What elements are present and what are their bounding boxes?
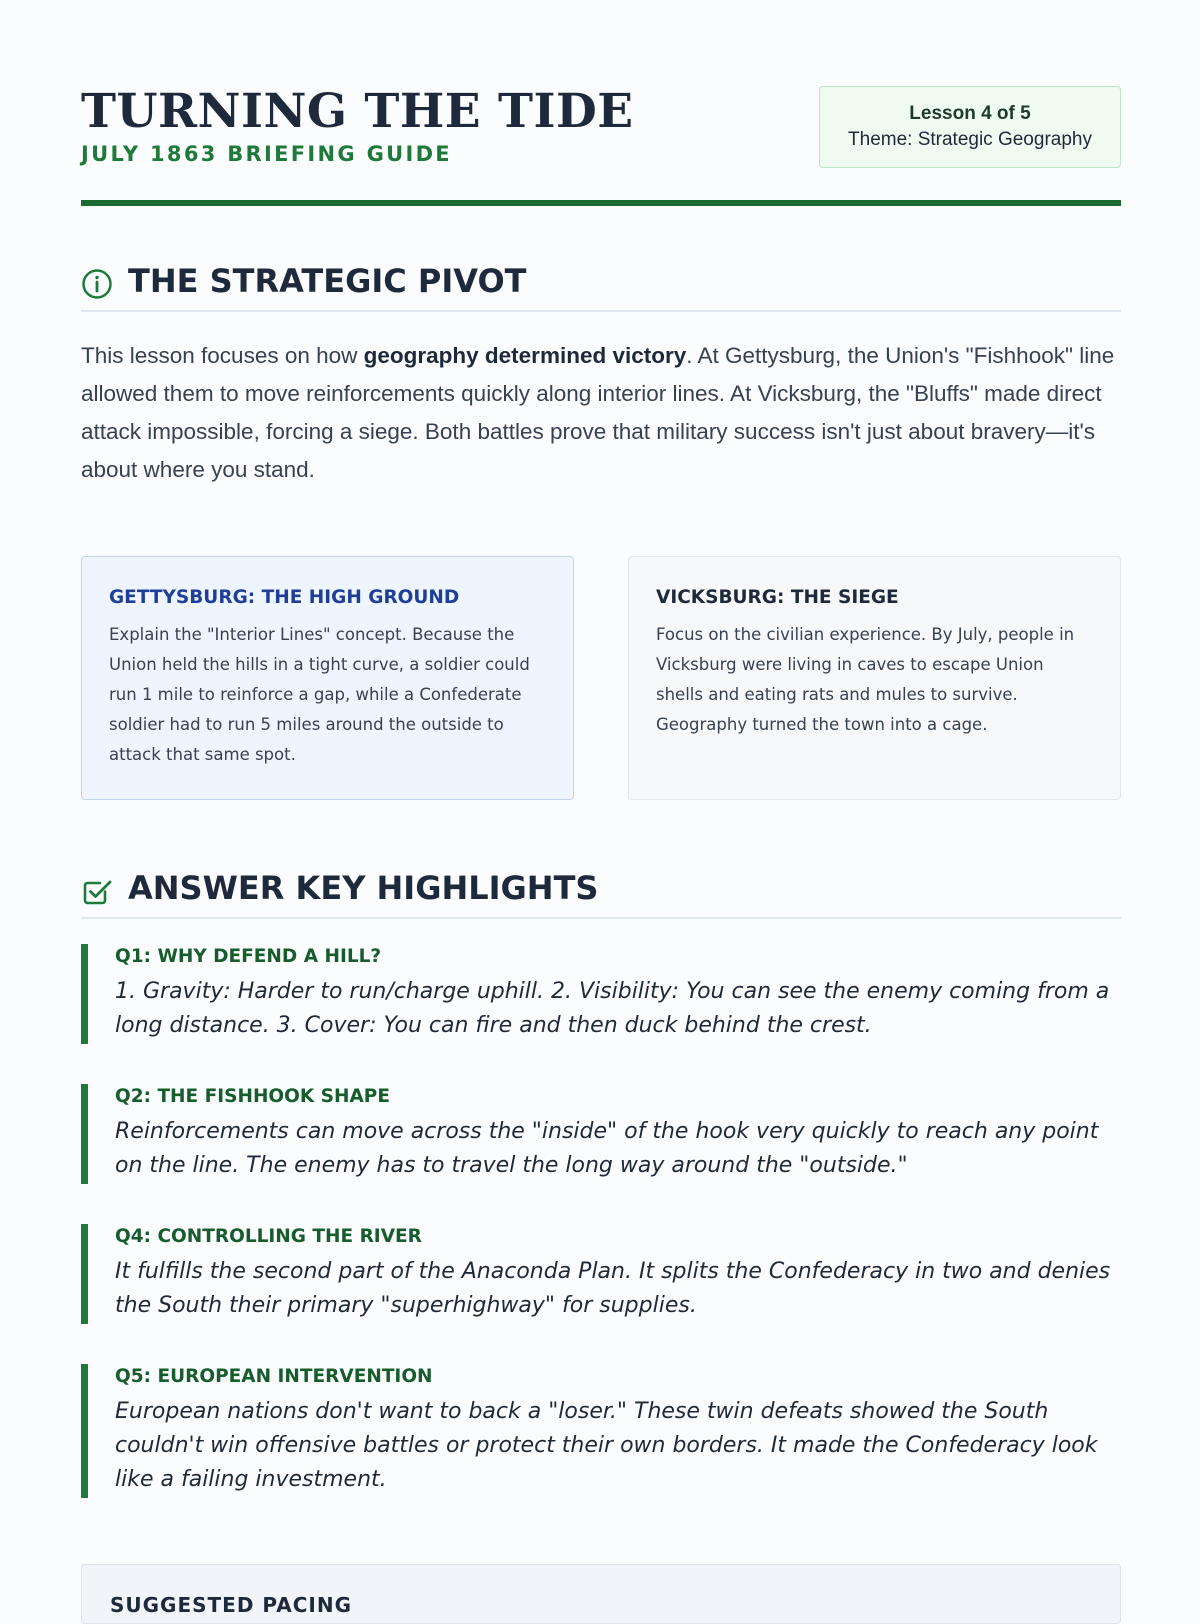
answer-text: 1. Gravity: Harder to run/charge uphill. 2. Visibility: You can see the enemy coming from a long distance. 3. Cover: You can fire and then duck behind the crest. [115, 979, 1110, 1038]
intro-text-start: This lesson focuses on how [81, 343, 364, 368]
page-header [81, 84, 1121, 208]
section-strategic-pivot [81, 262, 1121, 312]
intro-emphasis: geography determined victory [363, 343, 687, 368]
section-heading: ANSWER KEY HIGHLIGHTS [128, 869, 599, 907]
pacing-panel [81, 1564, 1121, 1624]
answer-question: Q2: THE FISHHOOK SHAPE [115, 1086, 390, 1107]
checkbox-icon [81, 875, 113, 907]
vicksburg-card [628, 556, 1121, 800]
header-divider [81, 200, 1121, 206]
intro-paragraph [81, 337, 1121, 489]
info-icon [81, 268, 113, 300]
answer-text: Reinforcements can move across the "inside" of the hook very quickly to reach any point on the line. The enemy has to travel the long way around the "outside." [115, 1119, 1099, 1178]
card-title: GETTYSBURG: THE HIGH GROUND [109, 587, 460, 608]
gettysburg-card [81, 556, 574, 800]
page-title: TURNING THE TIDE [81, 84, 634, 139]
pacing-heading: SUGGESTED PACING [110, 1593, 352, 1617]
lesson-theme: Theme: Strategic Geography [848, 129, 1092, 150]
section-heading: THE STRATEGIC PIVOT [128, 262, 527, 300]
answer-question: Q5: EUROPEAN INTERVENTION [115, 1366, 433, 1387]
answer-question: Q4: CONTROLLING THE RIVER [115, 1226, 422, 1247]
answer-question: Q1: WHY DEFEND A HILL? [115, 946, 382, 967]
answer-item [81, 1224, 1121, 1324]
answer-item [81, 1084, 1121, 1184]
intro-text-end: . At Gettysburg, the Union's "Fishhook" line allowed them to move reinforcements quickly along interior lines. At Vicksburg, the "Bluffs" made direct attack impossible, forcing a siege. Both battles prove that military success isn't just about bravery—it's about where you stand. [81, 343, 1115, 482]
card-body: Explain the "Interior Lines" concept. Because the Union held the hills in a tight curve, a soldier could run 1 mile to reinforce a gap, while a Confederate soldier had to run 5 miles around the outside to attack that same spot. [109, 625, 530, 764]
answer-item [81, 944, 1121, 1044]
answer-item [81, 1364, 1121, 1498]
lesson-number: Lesson 4 of 5 [909, 103, 1031, 124]
card-title: VICKSBURG: THE SIEGE [656, 587, 899, 608]
section-answer-key [81, 869, 1121, 919]
card-body: Focus on the civilian experience. By July, people in Vicksburg were living in caves to escape Union shells and eating rats and mules to survive. Geography turned the town into a cage. [656, 625, 1075, 734]
answer-text: European nations don't want to back a "loser." These twin defeats showed the South couldn't win offensive battles or protect their own borders. It made the Confederacy look like a failing investment. [115, 1399, 1098, 1492]
page-subtitle: JULY 1863 BRIEFING GUIDE [81, 142, 452, 166]
answer-text: It fulfills the second part of the Anaconda Plan. It splits the Confederacy in two and denies the South their primary "superhighway" for supplies. [115, 1259, 1111, 1318]
lesson-badge [819, 86, 1121, 168]
